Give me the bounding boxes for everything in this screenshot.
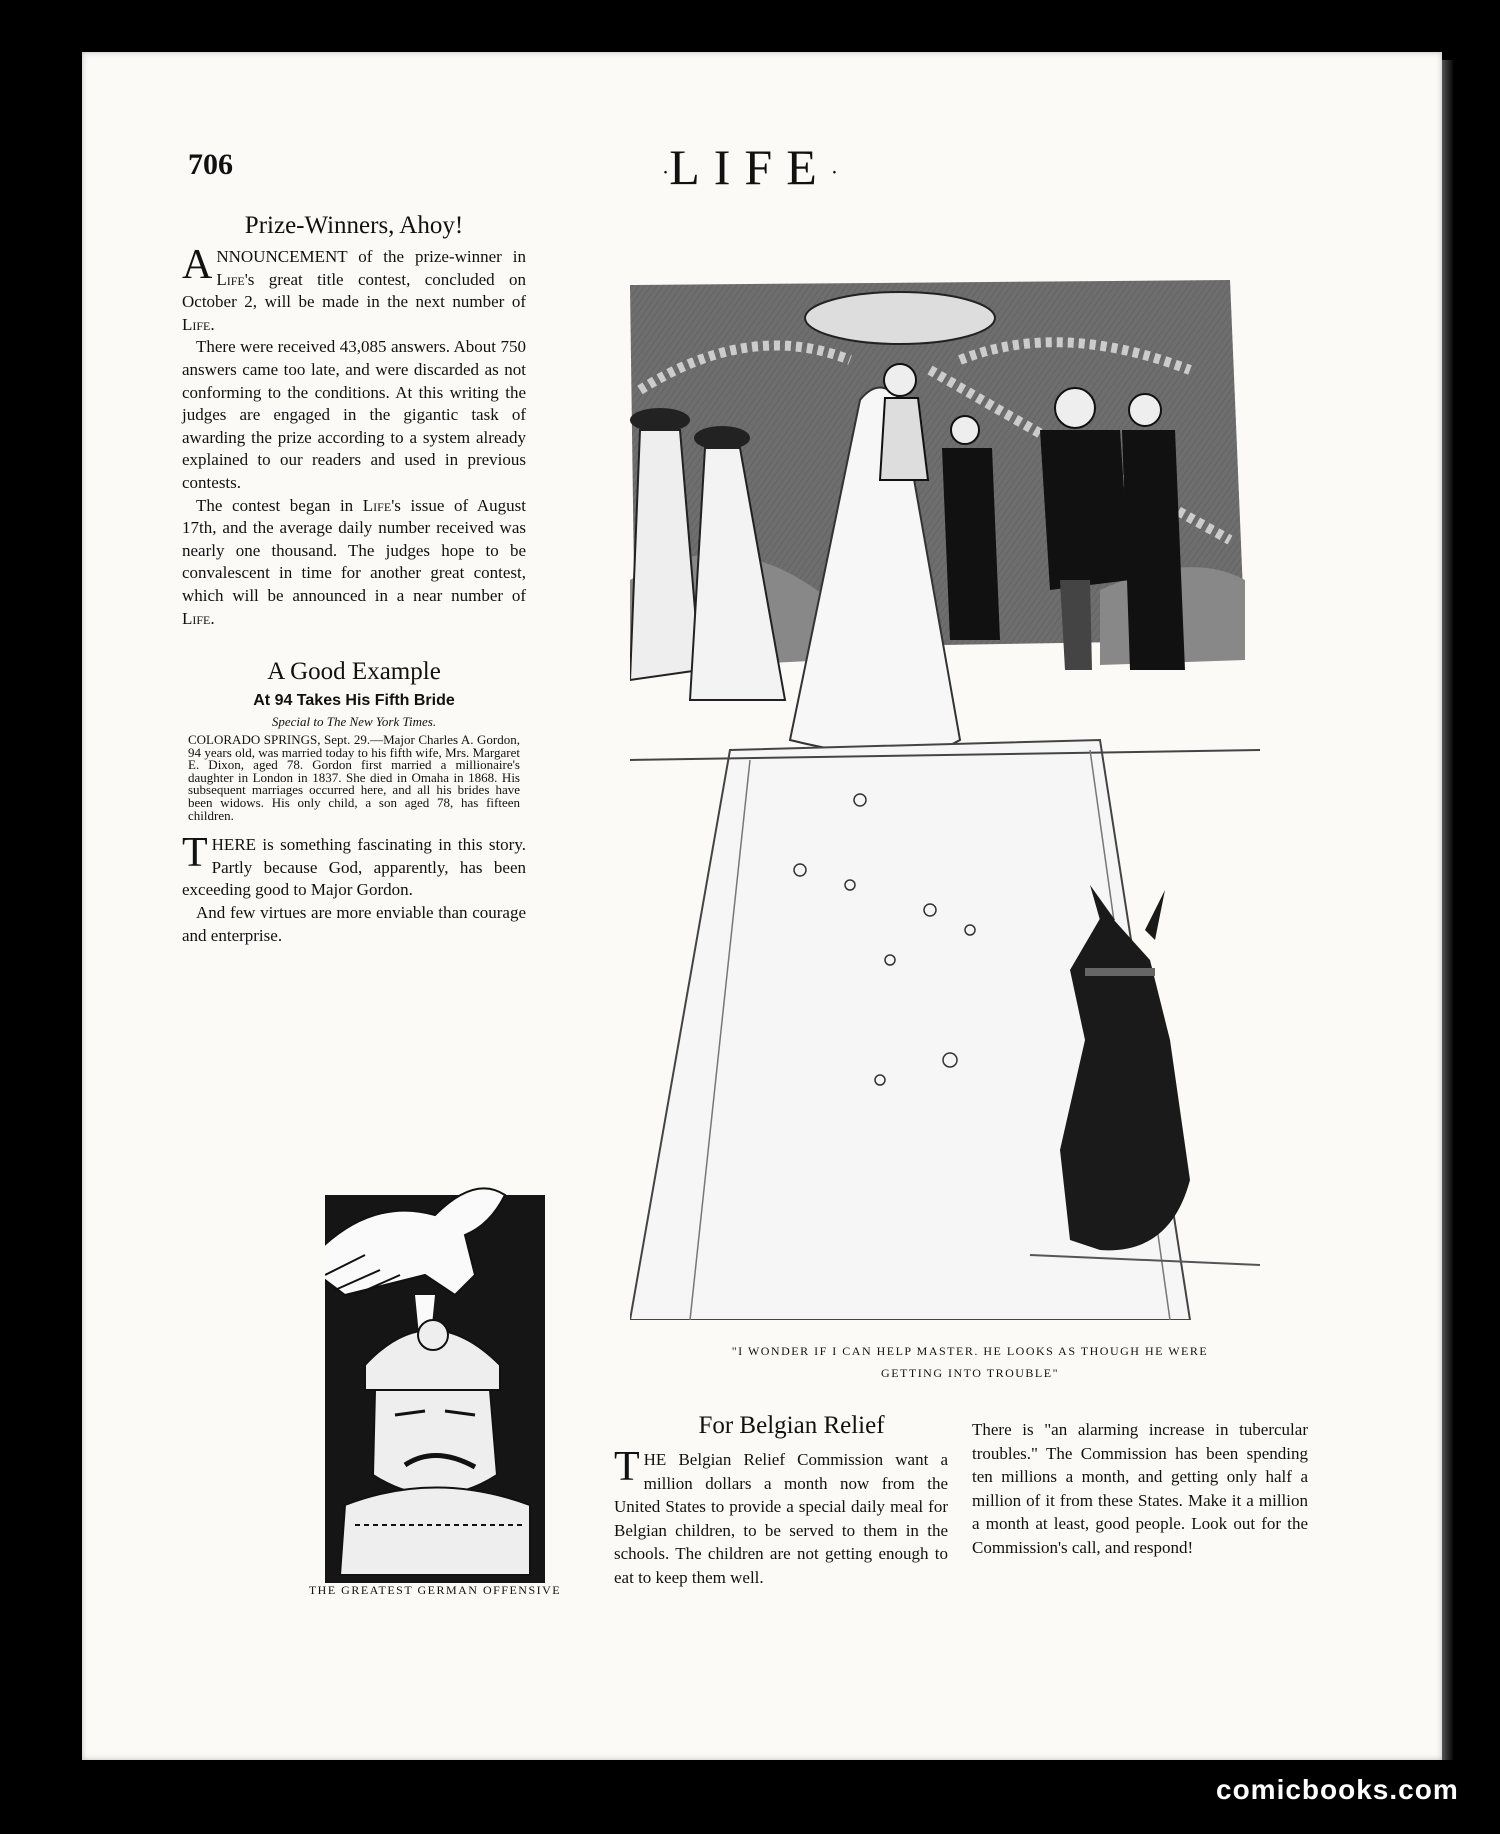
- wedding-cartoon: [630, 280, 1260, 1320]
- prize-p1-text: NNOUNCEMENT of the prize-winner in: [216, 247, 526, 266]
- example-paragraph-1: [182, 830, 526, 902]
- belgian-dropcap: T: [614, 1444, 640, 1490]
- belgian-paragraph-1: [614, 1444, 948, 1589]
- belgian-title: For Belgian Relief: [698, 1412, 885, 1439]
- prize-p1-after: 's great title contest, concluded on October 2, will be made in the next number of: [182, 269, 526, 312]
- prize-p1-end: .: [210, 314, 215, 334]
- life-word: Life: [362, 495, 392, 515]
- life-word: Life: [182, 608, 211, 628]
- masthead: [560, 138, 940, 196]
- masthead-dot-left: ·: [661, 159, 670, 185]
- life-word: Life: [216, 269, 245, 289]
- wedding-caption-line-2: GETTING INTO TROUBLE": [881, 1366, 1059, 1380]
- page-binding: [1442, 60, 1454, 1760]
- example-p1-text: HERE is something fascinating in this story. Partly because God, apparently, has been exceeding good to Major Gordon.: [182, 835, 526, 900]
- masthead-dot-right: ·: [830, 159, 839, 185]
- belgian-paragraph-2: There is "an alarming increase in tubercular troubles." The Commission has been spending ten millions a month, and getting only half a million of it from these States. Make it a million a month at least, good people. Look out for the Commission's call, and respond!: [972, 1420, 1308, 1557]
- example-source: Special to The New York Times.: [271, 714, 437, 730]
- prize-p3-end: .: [210, 608, 215, 628]
- example-subtitle: At 94 Takes His Fifth Bride: [253, 692, 455, 710]
- news-clipping: COLORADO SPRINGS, Sept. 29.—Major Charles A. Gordon, 94 years old, was married today to his fifth wife, Mrs. Margaret E. Dixon, aged 78. Gordon first married a millionaire's daughter in London in 1837. She died in Omaha in 1868. His subsequent marriages occurred here, and all his brides have been widows. His only child, a son aged 78, has fifteen children.: [188, 732, 520, 823]
- watermark: comicbooks.com: [1216, 1774, 1459, 1805]
- prize-p3-after: 's issue of August 17th, and the average daily number received was nearly one thousand. The judges hope to be convalescent in time for another great contest, which will be announced in a near number of: [182, 495, 526, 605]
- life-word: Life: [182, 314, 211, 334]
- belgian-p1-text: HE Belgian Relief Commission want a million dollars a month now from the United States to provide a special daily meal for Belgian children, to be served to them in the schools. The children are not getting enough to eat to keep them well.: [614, 1450, 948, 1587]
- page-number: 706: [188, 148, 233, 181]
- kaiser-caption: THE GREATEST GERMAN OFFENSIVE: [308, 1583, 562, 1597]
- prize-dropcap: A: [182, 242, 213, 288]
- wedding-caption-line-1: "I WONDER IF I CAN HELP MASTER. HE LOOKS AS THOUGH HE WERE: [731, 1344, 1209, 1358]
- example-paragraph-2: And few virtues are more enviable than courage and enterprise.: [182, 903, 526, 945]
- kaiser-cartoon: [325, 1175, 555, 1593]
- prize-p3-start: The contest began in: [196, 495, 354, 515]
- prize-paragraph-1: [182, 242, 526, 336]
- example-dropcap: T: [182, 830, 208, 877]
- left-column: [182, 212, 526, 947]
- example-title: A Good Example: [267, 658, 441, 686]
- prize-title: Prize-Winners, Ahoy!: [244, 212, 464, 239]
- masthead-title: LIFE: [669, 139, 831, 195]
- prize-paragraph-3: [182, 495, 526, 631]
- wedding-caption: [660, 1340, 1280, 1384]
- prize-paragraph-2: There were received 43,085 answers. About 750 answers came too late, and were discarded as not conforming to the conditions. At this writing the judges are engaged in the gigantic task of awarding the prize according to a system already explained to our readers and used in previous contests.: [182, 337, 526, 492]
- belgian-column-1: [614, 1444, 948, 1589]
- belgian-column-2: [972, 1418, 1308, 1559]
